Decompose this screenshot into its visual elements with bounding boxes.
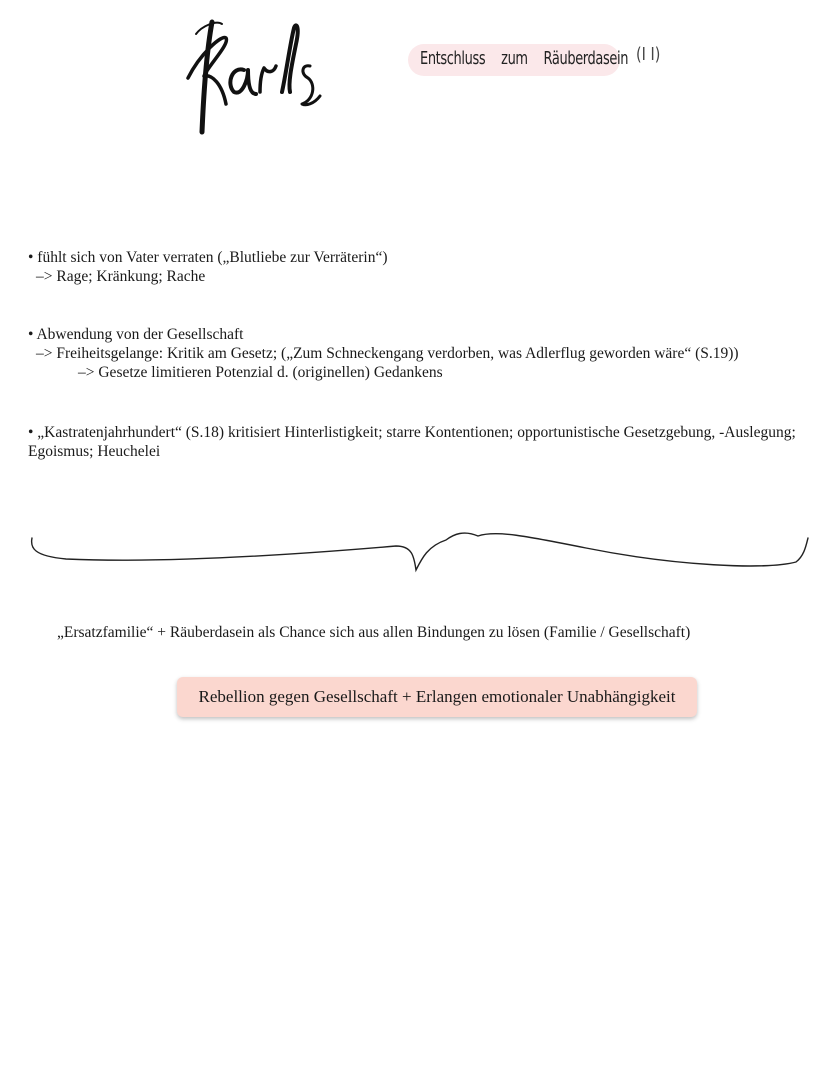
subtitle — [420, 48, 628, 69]
conclusion-text: „Ersatzfamilie“ + Räuberdasein als Chance sich aus allen Bindungen zu lösen (Familie / Gesellschaft) — [57, 624, 691, 641]
note-point-3: • „Kastratenjahrhundert“ (S.18) kritisiert Hinterlistigkeit; starre Kontentionen; opportunistische Gesetzgebung, -Auslegung; Egoismus; Heuchelei — [28, 424, 796, 460]
result-text: Rebellion gegen Gesellschaft + Erlangen emotionaler Unabhängigkeit — [198, 687, 676, 706]
note-point-2-line-3: –> Gesetze limitieren Potenzial d. (originellen) Gedankens — [78, 364, 443, 381]
note-point-1-line-2: –> Rage; Kränkung; Rache — [36, 268, 206, 285]
curly-brace — [26, 522, 816, 582]
subtitle-part-1: Entschluss — [420, 48, 486, 69]
part-marker: (I I) — [636, 44, 661, 65]
note-point-2 — [28, 325, 739, 382]
note-point-1-line-1: • fühlt sich von Vater verraten („Blutliebe zur Verräterin“) — [28, 249, 388, 266]
curly-brace-icon — [26, 522, 816, 582]
title-logo — [182, 14, 332, 140]
subtitle-part-2: zum — [501, 48, 528, 69]
note-point-1 — [28, 248, 388, 286]
karls-lettering-icon — [182, 14, 332, 140]
subtitle-part-3: Räuberdasein — [543, 48, 629, 69]
result-box — [177, 677, 697, 717]
note-point-2-line-2: –> Freiheitsgelange: Kritik am Gesetz; („Zum Schneckengang verdorben, was Adlerflug geworden wäre“ (S.19)) — [36, 345, 739, 362]
note-point-2-line-1: • Abwendung von der Gesellschaft — [28, 326, 244, 343]
